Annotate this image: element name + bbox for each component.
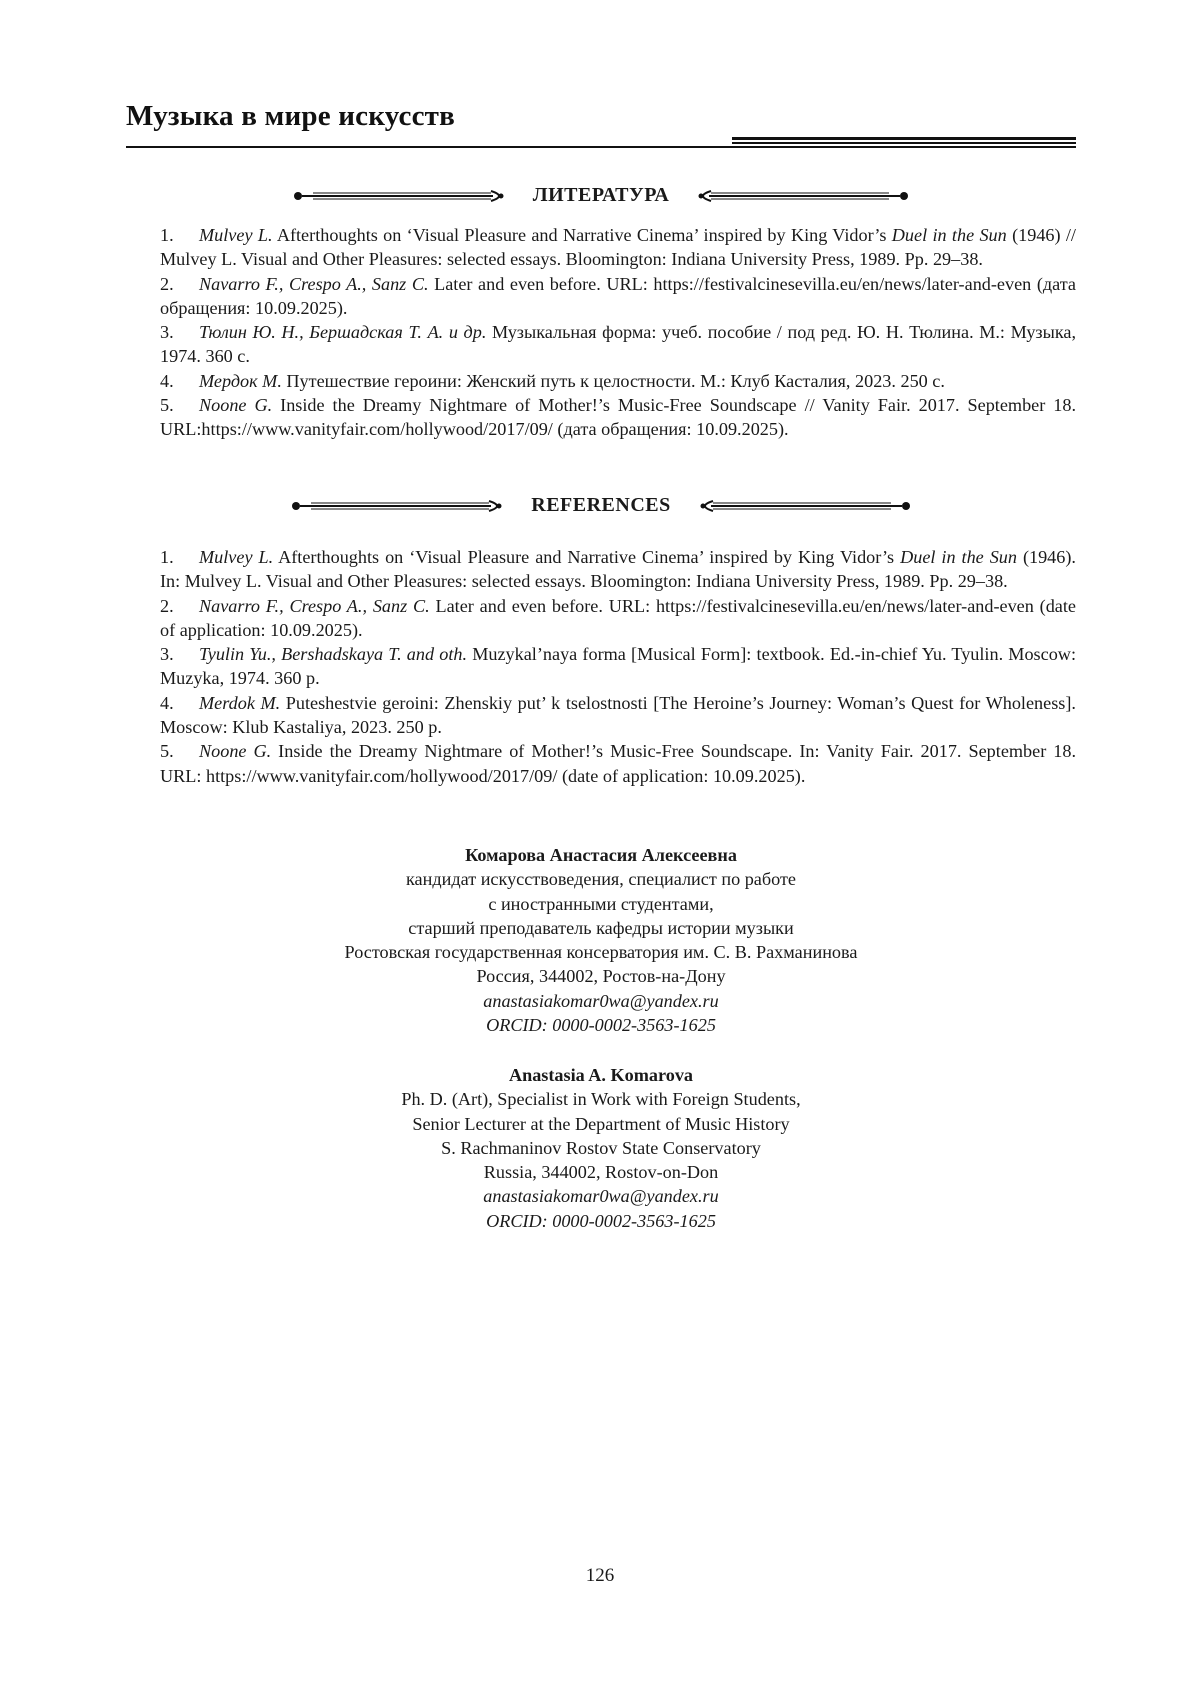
list-item: 1. Mulvey L. Afterthoughts on ‘Visual Pleasure and Narrative Cinema’ inspired by King Vidor’s Duel in the Sun (1946) // Mulvey L. Visual and Other Pleasures: selected essays. Bloomington: Indiana University Press, 1989. Pp. 29–38. — [160, 225, 1076, 270]
left-ornament-icon — [293, 188, 515, 204]
header-rule — [126, 136, 1076, 150]
section-heading-literature — [126, 184, 1076, 207]
running-title: Музыка в мире искусств — [126, 100, 455, 132]
references-list-ru — [160, 223, 1076, 442]
page-number: 126 — [585, 1565, 615, 1586]
right-ornament-icon — [689, 498, 911, 514]
list-item: 3. Тюлин Ю. Н., Бершадская Т. А. и др. Музыкальная форма: учеб. пособие / под ред. Ю. Н. Тюлина. М.: Музыка, 1974. 360 с. — [160, 322, 1076, 367]
author-email: anastasiakomar0wa@yandex.ru — [483, 1186, 719, 1207]
author-affiliation-line: Россия, 344002, Ростов-на-Дону — [476, 966, 726, 987]
right-ornament-icon — [687, 188, 909, 204]
author-affiliation-line: кандидат искусствоведения, специалист по работе — [405, 869, 797, 890]
author-affiliation-line: Ростовская государственная консерватория им. С. В. Рахманинова — [344, 942, 858, 963]
author-name: Anastasia A. Komarova — [508, 1065, 694, 1085]
list-item: 1. Mulvey L. Afterthoughts on ‘Visual Pleasure and Narrative Cinema’ inspired by King Vidor’s Duel in the Sun (1946). In: Mulvey L. Visual and Other Pleasures: selected essays. Bloomington: Indiana University Press, 1989. Pp. 29–38. — [160, 547, 1076, 592]
author-affiliation-line: с иностранными студентами, — [488, 893, 714, 914]
author-name: Комарова Анастасия Алексеевна — [465, 845, 737, 865]
list-item: 5. Noone G. Inside the Dreamy Nightmare of Mother!’s Music-Free Soundscape. In: Vanity Fair. 2017. September 18. URL: https://www.vanityfair.com/hollywood/2017/09/ (date of application: 10.09.2025). — [160, 741, 1076, 786]
author-affiliation-line: Russia, 344002, Rostov-on-Don — [483, 1162, 719, 1183]
author-affiliation-line: старший преподаватель кафедры истории музыки — [408, 917, 794, 938]
section-title: REFERENCES — [531, 494, 671, 516]
author-affiliation-line: S. Rachmaninov Rostov State Conservatory — [441, 1137, 761, 1158]
list-item: 3. Tyulin Yu., Bershadskaya T. and oth. Muzykal’naya forma [Musical Form]: textbook. Ed.-in-chief Yu. Tyulin. Moscow: Muzyka, 1974. 360 p. — [160, 644, 1076, 689]
section-title: ЛИТЕРАТУРА — [532, 184, 670, 206]
author-affiliation-line: Senior Lecturer at the Department of Music History — [412, 1113, 790, 1134]
list-item: 4. Мердок М. Путешествие героини: Женский путь к целостности. М.: Клуб Касталия, 2023. 250 с. — [160, 370, 945, 391]
list-item: 4. Merdok M. Puteshestvie geroini: Zhenskiy put’ k tselostnosti [The Heroine’s Journey: Woman’s Quest for Wholeness]. Moscow: Klub Kastaliya, 2023. 250 p. — [160, 692, 1076, 738]
author-orcid: ORCID: 0000-0002-3563-1625 — [486, 1210, 716, 1231]
author-block-en — [126, 1063, 1076, 1233]
author-block-ru — [126, 843, 1076, 1037]
section-heading-references — [126, 494, 1076, 517]
list-item: 5. Noone G. Inside the Dreamy Nightmare of Mother!’s Music-Free Soundscape // Vanity Fair. 2017. September 18. URL:https://www.vanityfair.com/hollywood/2017/09/ (дата обращения: 10.09.2025). — [160, 395, 1077, 440]
author-orcid: ORCID: 0000-0002-3563-1625 — [486, 1015, 716, 1036]
list-item: 2. Navarro F., Crespo A., Sanz C. Later and even before. URL: https://festivalcinesevilla.eu/en/news/later-and-even (дата обращения: 10.09.2025). — [160, 273, 1076, 318]
left-ornament-icon — [291, 498, 513, 514]
list-item: 2. Navarro F., Crespo A., Sanz C. Later and even before. URL: https://festivalcinesevilla.eu/en/news/later-and-even (date of application: 10.09.2025). — [160, 595, 1077, 640]
author-email: anastasiakomar0wa@yandex.ru — [483, 990, 719, 1011]
author-affiliation-line: Ph. D. (Art), Specialist in Work with Foreign Students, — [401, 1089, 801, 1110]
references-list-en — [160, 545, 1076, 788]
